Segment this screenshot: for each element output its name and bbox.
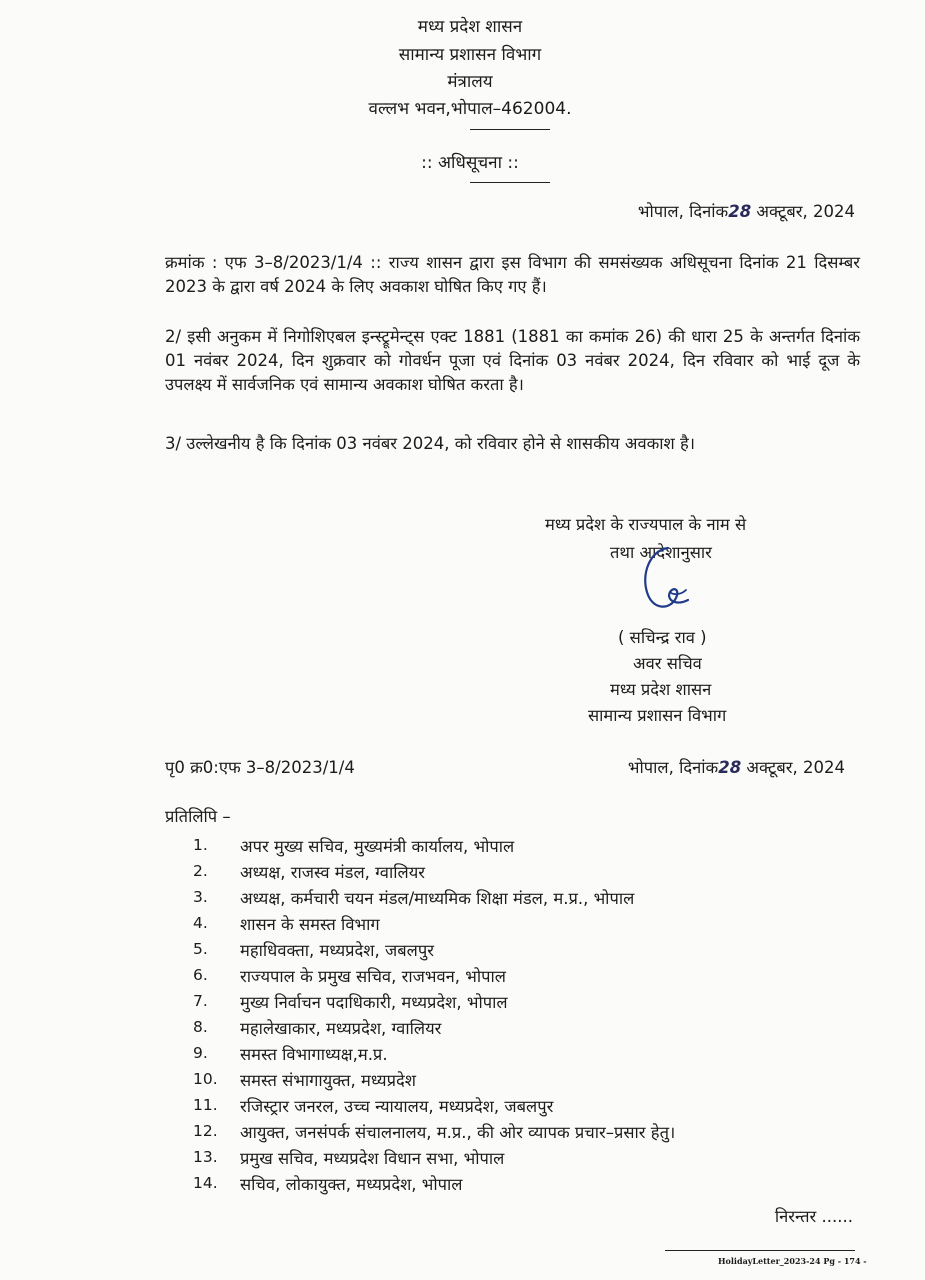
paragraph-2: 2/ इसी अनुकम में निगोशिएबल इन्स्ट्रूमेन्ट्स एक्ट 1881 (1881 का कमांक 26) की धारा 25 के अन्तर्गत दिनांक 01 नवंबर 2024, दिन शुक्रवार को गोवर्धन पूजा एवं दिनांक 03 नवंबर 2024, दिन रविवार को भाई दूज के उपलक्ष्य में सार्वजनिक एवं सामान्य अवकाश घोषित करता है। [165,327,860,394]
list-item-text: राज्यपाल के प्रमुख सचिव, राजभवन, भोपाल [240,967,506,986]
list-item-number: 8. [193,1018,208,1036]
header-ministry: मंत्रालय [447,72,493,92]
list-item-number: 5. [193,940,208,958]
date-suffix: अक्टूबर, 2024 [751,202,855,221]
header-department: सामान्य प्रशासन विभाग [398,45,542,65]
list-item-text: शासन के समस्त विभाग [240,915,380,934]
header-divider-top [470,129,550,130]
list-item-text: रजिस्ट्रार जनरल, उच्च न्यायालय, मध्यप्रदेश, जबलपुर [240,1097,554,1116]
list-item-text: अध्यक्ष, राजस्व मंडल, ग्वालियर [240,863,426,882]
list-item-text: अध्यक्ष, कर्मचारी चयन मंडल/माध्यमिक शिक्षा मंडल, म.प्र., भोपाल [240,889,635,908]
list-item-text: आयुक्त, जनसंपर्क संचालनालय, म.प्र., की ओर व्यापक प्रचार–प्रसार हेतु। [240,1123,676,1142]
list-item-number: 1. [193,836,208,854]
list-item-text: प्रमुख सचिव, मध्यप्रदेश विधान सभा, भोपाल [240,1149,505,1168]
header-address: वल्लभ भवन,भोपाल–462004. [368,99,572,119]
list-item-text: मुख्य निर्वाचन पदाधिकारी, मध्यप्रदेश, भोपाल [240,993,508,1012]
endorsement-date [628,756,845,780]
list-item-number: 10. [193,1070,218,1088]
list-item-text: समस्त संभागायुक्त, मध्यप्रदेश [240,1071,416,1090]
endorsement-date-prefix: भोपाल, दिनांक [627,758,719,777]
list-item-number: 9. [193,1044,208,1062]
list-item-number: 3. [193,888,208,906]
list-item-number: 6. [193,966,208,984]
date-line [638,200,855,224]
copy-to-label: प्रतिलिपि – [165,807,231,826]
list-item-text: समस्त विभागाध्यक्ष,म.प्र. [240,1045,388,1064]
signatory-org-1: मध्य प्रदेश शासन [610,680,712,699]
list-item-number: 12. [193,1122,218,1140]
endorsement-date-suffix: अक्टूबर, 2024 [741,758,845,777]
date-day-handwritten: 28 [728,202,752,221]
footer-rule [665,1250,855,1251]
paragraph-3: 3/ उल्लेखनीय है कि दिनांक 03 नवंबर 2024, को रविवार होने से शासकीय अवकाश है। [165,434,696,453]
list-item-text: अपर मुख्य सचिव, मुख्यमंत्री कार्यालय, भोपाल [240,837,515,856]
header-divider-bottom [470,182,550,183]
list-item-number: 14. [193,1174,218,1192]
list-item-text: महाधिवक्ता, मध्यप्रदेश, जबलपुर [240,941,434,960]
notification-title: :: अधिसूचना :: [421,153,519,173]
list-item-text: सचिव, लोकायुक्त, मध्यप्रदेश, भोपाल [240,1175,463,1194]
signature-authority-line: मध्य प्रदेश के राज्यपाल के नाम से [545,515,747,534]
signatory-designation: अवर सचिव [633,654,702,673]
list-item-number: 11. [193,1096,218,1114]
list-item-number: 7. [193,992,208,1010]
footer-page-reference: HolidayLetter_2023-24 Pg - 174 - [718,1256,867,1266]
header-govt: मध्य प्रदेश शासन [417,17,523,37]
continued-note: निरन्तर ...... [774,1207,853,1226]
paragraph-1: क्रमांक : एफ 3–8/2023/1/4 :: राज्य शासन द्वारा इस विभाग की समसंख्यक अधिसूचना दिनांक 21 दिसम्बर 2023 के द्वारा वर्ष 2024 के लिए अवकाश घोषित किए गए हैं। [165,253,860,296]
endorsement-date-day-handwritten: 28 [718,758,742,777]
signatory-name: ( सचिन्द्र राव ) [618,628,707,647]
date-prefix: भोपाल, दिनांक [637,202,729,221]
list-item-text: महालेखाकार, मध्यप्रदेश, ग्वालियर [240,1019,442,1038]
signatory-org-2: सामान्य प्रशासन विभाग [588,706,727,725]
signature-order-line: तथा आदेशानुसार [610,543,712,562]
endorsement-reference: पृ0 क्र0:एफ 3–8/2023/1/4 [165,758,355,777]
list-item-number: 2. [193,862,208,880]
list-item-number: 4. [193,914,208,932]
list-item-number: 13. [193,1148,218,1166]
handwritten-signature [630,540,700,620]
